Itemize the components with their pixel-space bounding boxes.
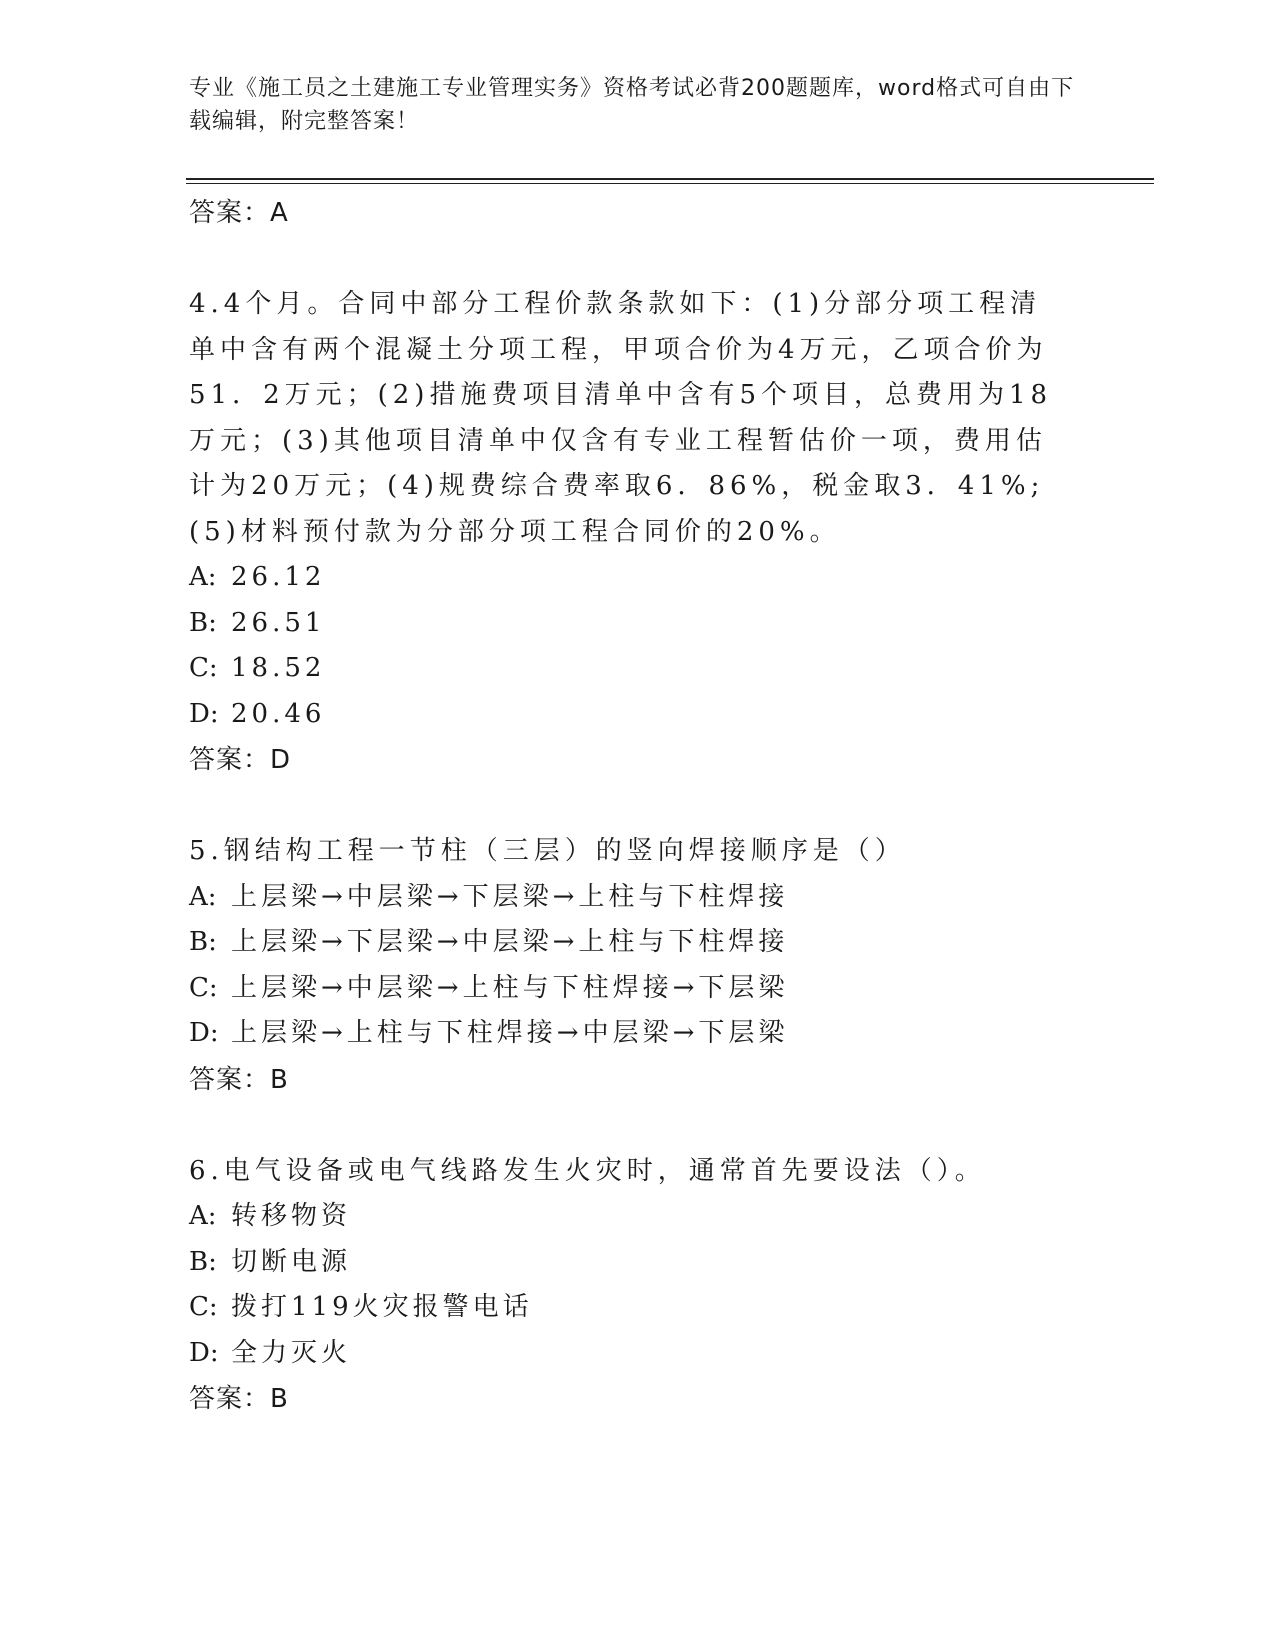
option-text: 上层梁→下层梁→中层梁→上柱与下柱焊接 <box>231 927 789 957</box>
option-text: 上层梁→中层梁→下层梁→上柱与下柱焊接 <box>231 881 789 912</box>
option-a <box>189 875 1069 921</box>
option-b <box>189 1240 1069 1286</box>
answer-line: 答案：D <box>189 745 292 775</box>
answer-line: 答案：B <box>189 1384 289 1414</box>
spacer <box>189 1103 1069 1149</box>
option-text: 转移物资 <box>231 1201 352 1231</box>
option-text: 18.52 <box>231 653 326 683</box>
option-key: B: <box>189 1246 217 1277</box>
option-key: D: <box>189 698 219 729</box>
option-key: C: <box>189 1292 218 1322</box>
question-text: 4.4个月。合同中部分工程价款条款如下：(1)分部分项工程清单中含有两个混凝土分项工程，甲项合价为4万元，乙项合价为51．2万元；(2)措施费项目清单中含有5个项目，总费用为18万元；(3)其他项目清单中仅含有专业工程暂估价一项，费用估计为20万元；(4)规费综合费率取6．86%，税金取3．41%;(5)材料预付款为分部分项工程合同价的20%。 <box>189 289 1053 547</box>
option-text: 26.12 <box>231 562 326 592</box>
page-header-title: 专业《施工员之土建施工专业管理实务》资格考试必背200题题库，word格式可自由下载编辑，附完整答案！ <box>189 76 1075 134</box>
option-key: D: <box>189 1337 219 1368</box>
option-key: A: <box>189 1201 217 1231</box>
option-d <box>189 1331 1069 1377</box>
option-text: 26.51 <box>231 607 326 638</box>
option-key: A: <box>189 881 217 912</box>
option-a <box>189 1194 1069 1240</box>
spacer <box>189 783 1069 829</box>
option-b <box>189 601 1069 647</box>
option-key: C: <box>189 972 218 1003</box>
option-key: A: <box>189 562 217 592</box>
option-b <box>189 920 1069 966</box>
option-d <box>189 1011 1069 1057</box>
option-key: C: <box>189 653 218 683</box>
previous-answer: 答案：A <box>189 198 289 228</box>
question-text: 6.电气设备或电气线路发生火灾时，通常首先要设法（）。 <box>189 1155 986 1186</box>
option-c <box>189 966 1069 1012</box>
question-block <box>189 1149 1069 1423</box>
answer-line: 答案：B <box>189 1064 289 1095</box>
option-d <box>189 692 1069 738</box>
option-key: B: <box>189 927 217 957</box>
option-text: 全力灭火 <box>231 1337 352 1368</box>
option-text: 20.46 <box>231 698 326 729</box>
question-block <box>189 829 1069 1103</box>
question-block <box>189 282 1069 783</box>
option-key: D: <box>189 1018 219 1048</box>
question-text: 5.钢结构工程一节柱（三层）的竖向焊接顺序是（） <box>189 836 906 866</box>
option-text: 拨打119火灾报警电话 <box>231 1292 533 1322</box>
option-text: 上层梁→上柱与下柱焊接→中层梁→下层梁 <box>231 1018 789 1048</box>
option-key: B: <box>189 607 217 638</box>
option-text: 上层梁→中层梁→上柱与下柱焊接→下层梁 <box>231 972 789 1003</box>
option-text: 切断电源 <box>231 1246 352 1277</box>
option-a <box>189 555 1069 601</box>
question-list <box>189 190 1069 1422</box>
spacer <box>189 236 1069 282</box>
header-rule-thin <box>186 183 1154 184</box>
header-rule-thick <box>186 178 1154 180</box>
option-c <box>189 1285 1069 1331</box>
option-c <box>189 646 1069 692</box>
